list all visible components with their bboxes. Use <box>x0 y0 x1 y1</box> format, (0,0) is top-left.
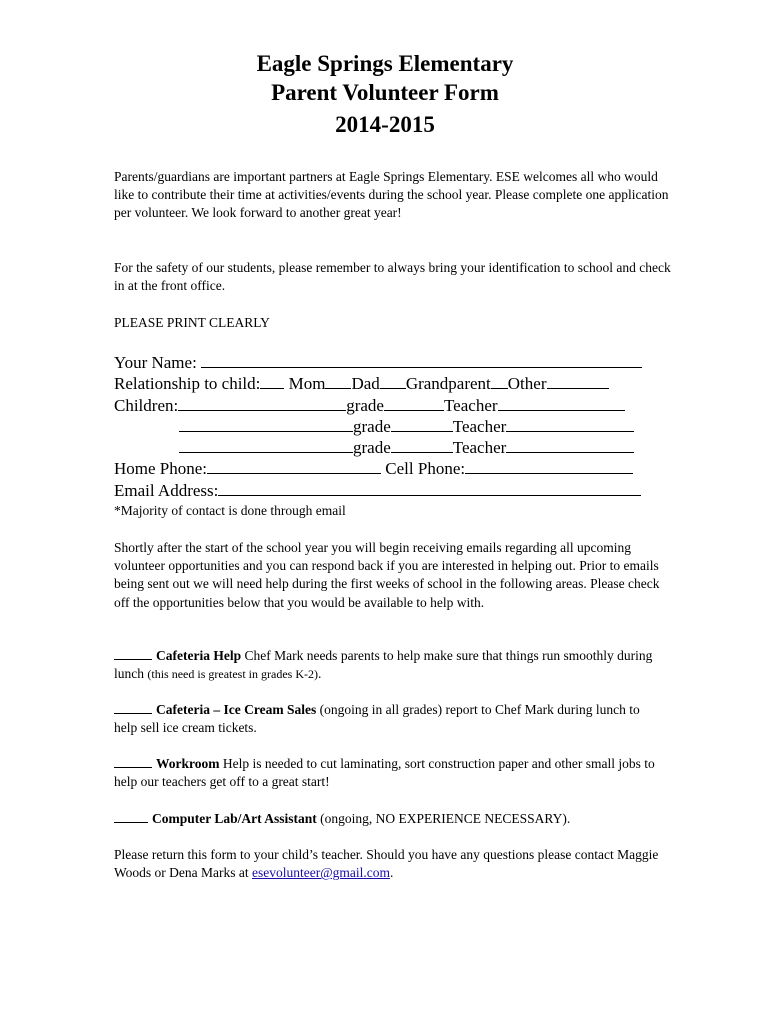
email-row <box>114 480 659 501</box>
checkbox-line[interactable] <box>114 756 152 768</box>
form-title: Parent Volunteer Form <box>271 80 499 105</box>
phone-row <box>114 458 659 479</box>
safety-paragraph: For the safety of our students, please remember to always bring your identification to school and check in at the front office. <box>114 260 671 294</box>
option-description: Help is needed to cut laminating, sort construction paper and other small jobs to help our teachers get off to a great start! <box>114 756 655 790</box>
children-label: Children: <box>114 395 179 415</box>
closing-text: Please return this form to your child’s teacher. Should you have any questions please contact Maggie Woods or Dena Marks at <box>114 847 659 881</box>
child-row-3 <box>179 437 659 458</box>
option-cafeteria-help <box>114 647 659 683</box>
option-note: (this need is greatest in grades K-2) <box>147 667 318 682</box>
volunteer-info-fields <box>114 352 659 501</box>
other-blank[interactable] <box>547 373 609 389</box>
option-title: Computer Lab/Art Assistant <box>152 811 317 826</box>
option-description: (ongoing, NO EXPERIENCE NECESSARY). <box>316 811 571 826</box>
contact-email-link[interactable]: esevolunteer@gmail.com <box>252 865 391 881</box>
child-name-input[interactable] <box>179 437 353 453</box>
school-name-title: Eagle Springs Elementary <box>256 51 514 76</box>
grade-input[interactable] <box>391 416 453 432</box>
mom-blank[interactable] <box>325 373 351 389</box>
checkbox-line[interactable] <box>114 702 152 714</box>
intro-paragraph: Parents/guardians are important partners at Eagle Springs Elementary. ESE welcomes all who would like to contribute their time at activities/events during the school year. Please complete one application per volunteer. We look forward to another great year! <box>114 169 669 221</box>
email-input[interactable] <box>218 480 641 496</box>
teacher-input[interactable] <box>506 437 634 453</box>
child-row-2 <box>179 416 659 437</box>
option-computer-lab <box>114 810 659 828</box>
option-description: Chef Mark needs parents to help make sure that things run smoothly during lunch <box>114 648 653 682</box>
email-label: Email Address: <box>114 480 219 500</box>
teacher-input[interactable] <box>506 416 634 432</box>
mom-option: Mom <box>288 374 326 394</box>
closing-paragraph <box>114 846 674 882</box>
cell-phone-label: Cell Phone: <box>385 459 466 479</box>
child-name-input[interactable] <box>178 395 346 411</box>
teacher-label: Teacher <box>443 395 498 415</box>
teacher-label: Teacher <box>452 438 507 458</box>
dad-option: Dad <box>351 374 380 394</box>
option-title: Workroom <box>156 756 220 771</box>
school-year-title: 2014-2015 <box>335 112 435 137</box>
checkbox-line[interactable] <box>114 648 152 660</box>
relationship-row <box>114 373 659 394</box>
option-description: (ongoing in all grades) report to Chef Mark during lunch to help sell ice cream tickets. <box>114 702 640 736</box>
teacher-input[interactable] <box>498 395 625 411</box>
closing-end: . <box>390 865 394 881</box>
name-row <box>114 352 659 373</box>
option-ice-cream-sales <box>114 701 659 737</box>
name-label: Your Name: <box>114 353 197 372</box>
relationship-blank[interactable] <box>260 373 284 389</box>
grade-label: grade <box>353 438 391 458</box>
option-workroom <box>114 755 659 791</box>
checkbox-line[interactable] <box>114 811 148 823</box>
child-row-1 <box>114 395 659 416</box>
dad-blank[interactable] <box>380 373 406 389</box>
email-contact-note: *Majority of contact is done through email <box>114 503 346 518</box>
grandparent-blank[interactable] <box>491 373 508 389</box>
name-input-line[interactable] <box>201 352 642 368</box>
cell-phone-input[interactable] <box>465 458 633 474</box>
option-end: . <box>318 666 322 682</box>
opportunities-intro: Shortly after the start of the school year you will begin receiving emails regarding all upcoming volunteer opportunities and you can respond back if you are interested in helping out. Prior to emails being sent out we will need help during the first weeks of school in the following areas. Please check off the opportunities below that you would be available to help with. <box>114 540 660 610</box>
home-phone-label: Home Phone: <box>114 459 208 479</box>
option-title: Cafeteria – Ice Cream Sales <box>156 702 317 717</box>
other-option: Other <box>507 374 547 394</box>
home-phone-input[interactable] <box>207 458 381 474</box>
teacher-label: Teacher <box>452 416 507 436</box>
grade-input[interactable] <box>391 437 453 453</box>
grade-label: grade <box>346 395 384 415</box>
print-clearly-notice: PLEASE PRINT CLEARLY <box>114 315 270 330</box>
grandparent-option: Grandparent <box>405 374 491 394</box>
grade-label: grade <box>353 416 391 436</box>
child-name-input[interactable] <box>179 416 353 432</box>
grade-input[interactable] <box>384 395 444 411</box>
relationship-label: Relationship to child: <box>114 374 261 394</box>
option-title: Cafeteria Help <box>156 648 242 663</box>
